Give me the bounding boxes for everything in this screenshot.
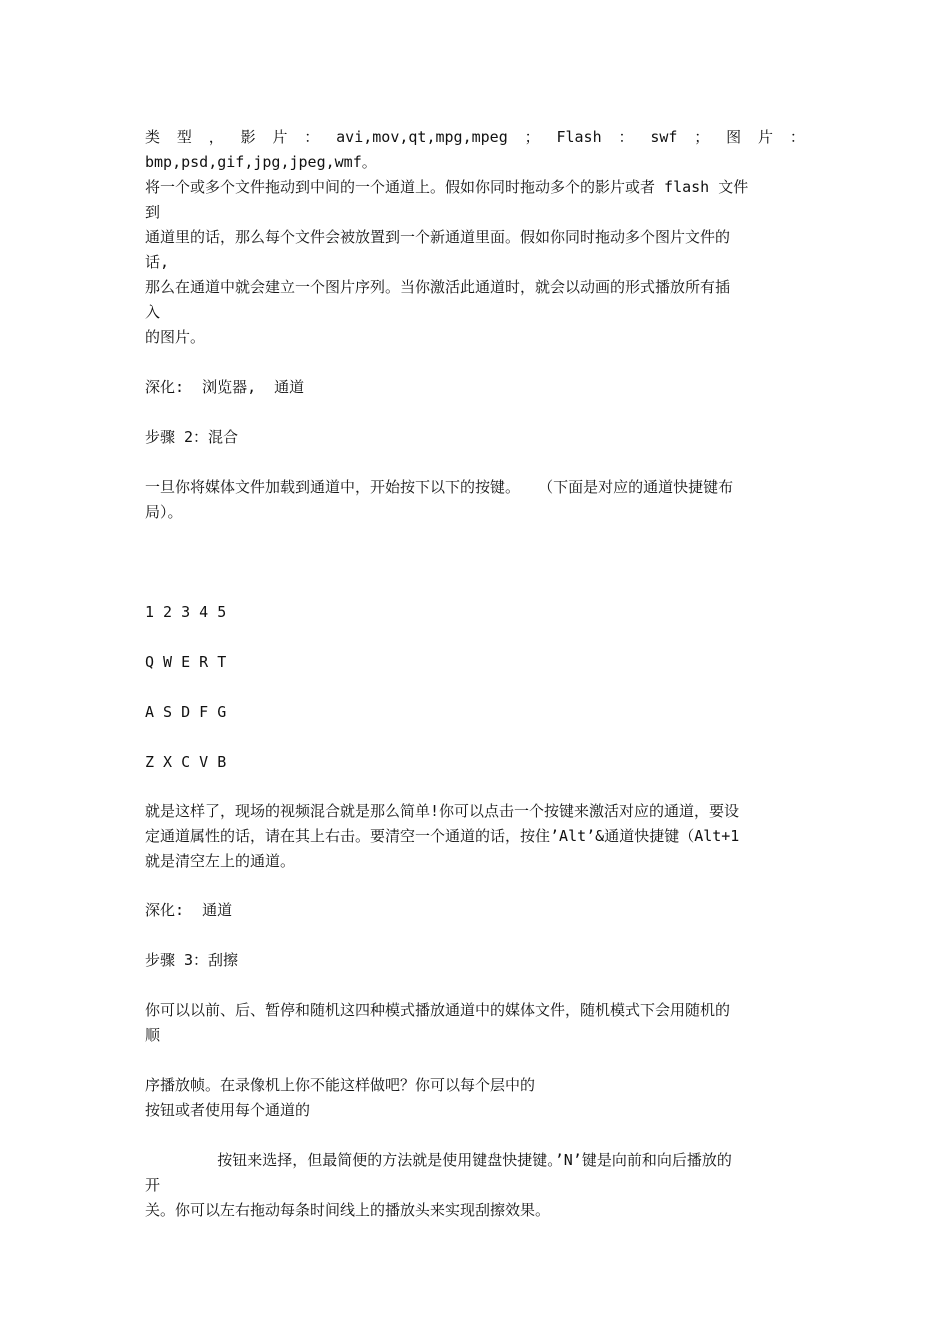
step-heading: 步骤 2：混合 xyxy=(145,428,239,446)
types-token: 片 xyxy=(272,128,288,146)
types-token: ： xyxy=(618,128,634,146)
paragraph-line: 顺 xyxy=(145,1026,161,1044)
key-row: Q W E R T xyxy=(145,653,227,671)
types-token: ： xyxy=(789,128,805,146)
paragraph-line: 一旦你将媒体文件加载到通道中，开始按下以下的按键。 （下面是对应的通道快捷键布 xyxy=(145,478,734,496)
paragraph-line: 你可以以前、后、暂停和随机这四种模式播放通道中的媒体文件，随机模式下会用随机的 xyxy=(145,1001,731,1019)
key-row: 1 2 3 4 5 xyxy=(145,603,227,621)
paragraph-line: 就是清空左上的通道。 xyxy=(145,852,296,870)
paragraph-line: 的图片。 xyxy=(145,328,206,346)
step-heading: 步骤 3：刮擦 xyxy=(145,951,239,969)
types-token: 影 xyxy=(240,128,256,146)
deepen-line: 深化: 通道 xyxy=(145,901,233,919)
paragraph-line: 关。你可以左右拖动每条时间线上的播放头来实现刮擦效果。 xyxy=(145,1201,551,1219)
paragraph-line: 按钮或者使用每个通道的 xyxy=(145,1101,311,1119)
types-line-2: bmp,psd,gif,jpg,jpeg,wmf。 xyxy=(145,153,377,171)
paragraph-line: 将一个或多个文件拖动到中间的一个通道上。假如你同时拖动多个的影片或者 flash 文件 xyxy=(145,178,749,196)
key-row: Z X C V B xyxy=(145,753,227,771)
paragraph-line: 到 xyxy=(145,203,161,221)
types-line xyxy=(145,127,805,147)
types-token: 类 xyxy=(145,128,161,146)
paragraph-line: 局）。 xyxy=(145,503,183,521)
types-token: Flash xyxy=(556,128,602,146)
types-token: avi,mov,qt,mpg,mpeg xyxy=(336,128,508,146)
key-row: A S D F G xyxy=(145,703,227,721)
paragraph-line: 那么在通道中就会建立一个图片序列。当你激活此通道时，就会以动画的形式播放所有插 xyxy=(145,278,731,296)
paragraph-line: 入 xyxy=(145,303,161,321)
paragraph-line: 开 xyxy=(145,1176,161,1194)
deepen-line: 深化: 浏览器, 通道 xyxy=(145,378,305,396)
paragraph-line: 话, xyxy=(145,253,170,271)
types-token: 片 xyxy=(757,128,773,146)
paragraph-line: 序播放帧。在录像机上你不能这样做吧？你可以每个层中的 xyxy=(145,1076,536,1094)
paragraph-line: 定通道属性的话，请在其上右击。要清空一个通道的话，按住’Alt’&通道快捷键（Alt+1 xyxy=(145,827,740,845)
types-token: ； xyxy=(694,128,710,146)
paragraph-line: 就是这样了，现场的视频混合就是那么简单!你可以点击一个按键来激活对应的通道，要设 xyxy=(145,802,740,820)
types-token: 型 xyxy=(176,128,192,146)
types-token: ， xyxy=(208,128,224,146)
paragraph-line: 按钮来选择，但最简便的方法就是使用键盘快捷键。’N’键是向前和向后播放的 xyxy=(145,1151,732,1169)
types-token: ； xyxy=(524,128,540,146)
paragraph-line: 通道里的话，那么每个文件会被放置到一个新通道里面。假如你同时拖动多个图片文件的 xyxy=(145,228,731,246)
types-token: 图 xyxy=(726,128,742,146)
types-token: ： xyxy=(304,128,320,146)
types-token: swf xyxy=(650,128,678,146)
